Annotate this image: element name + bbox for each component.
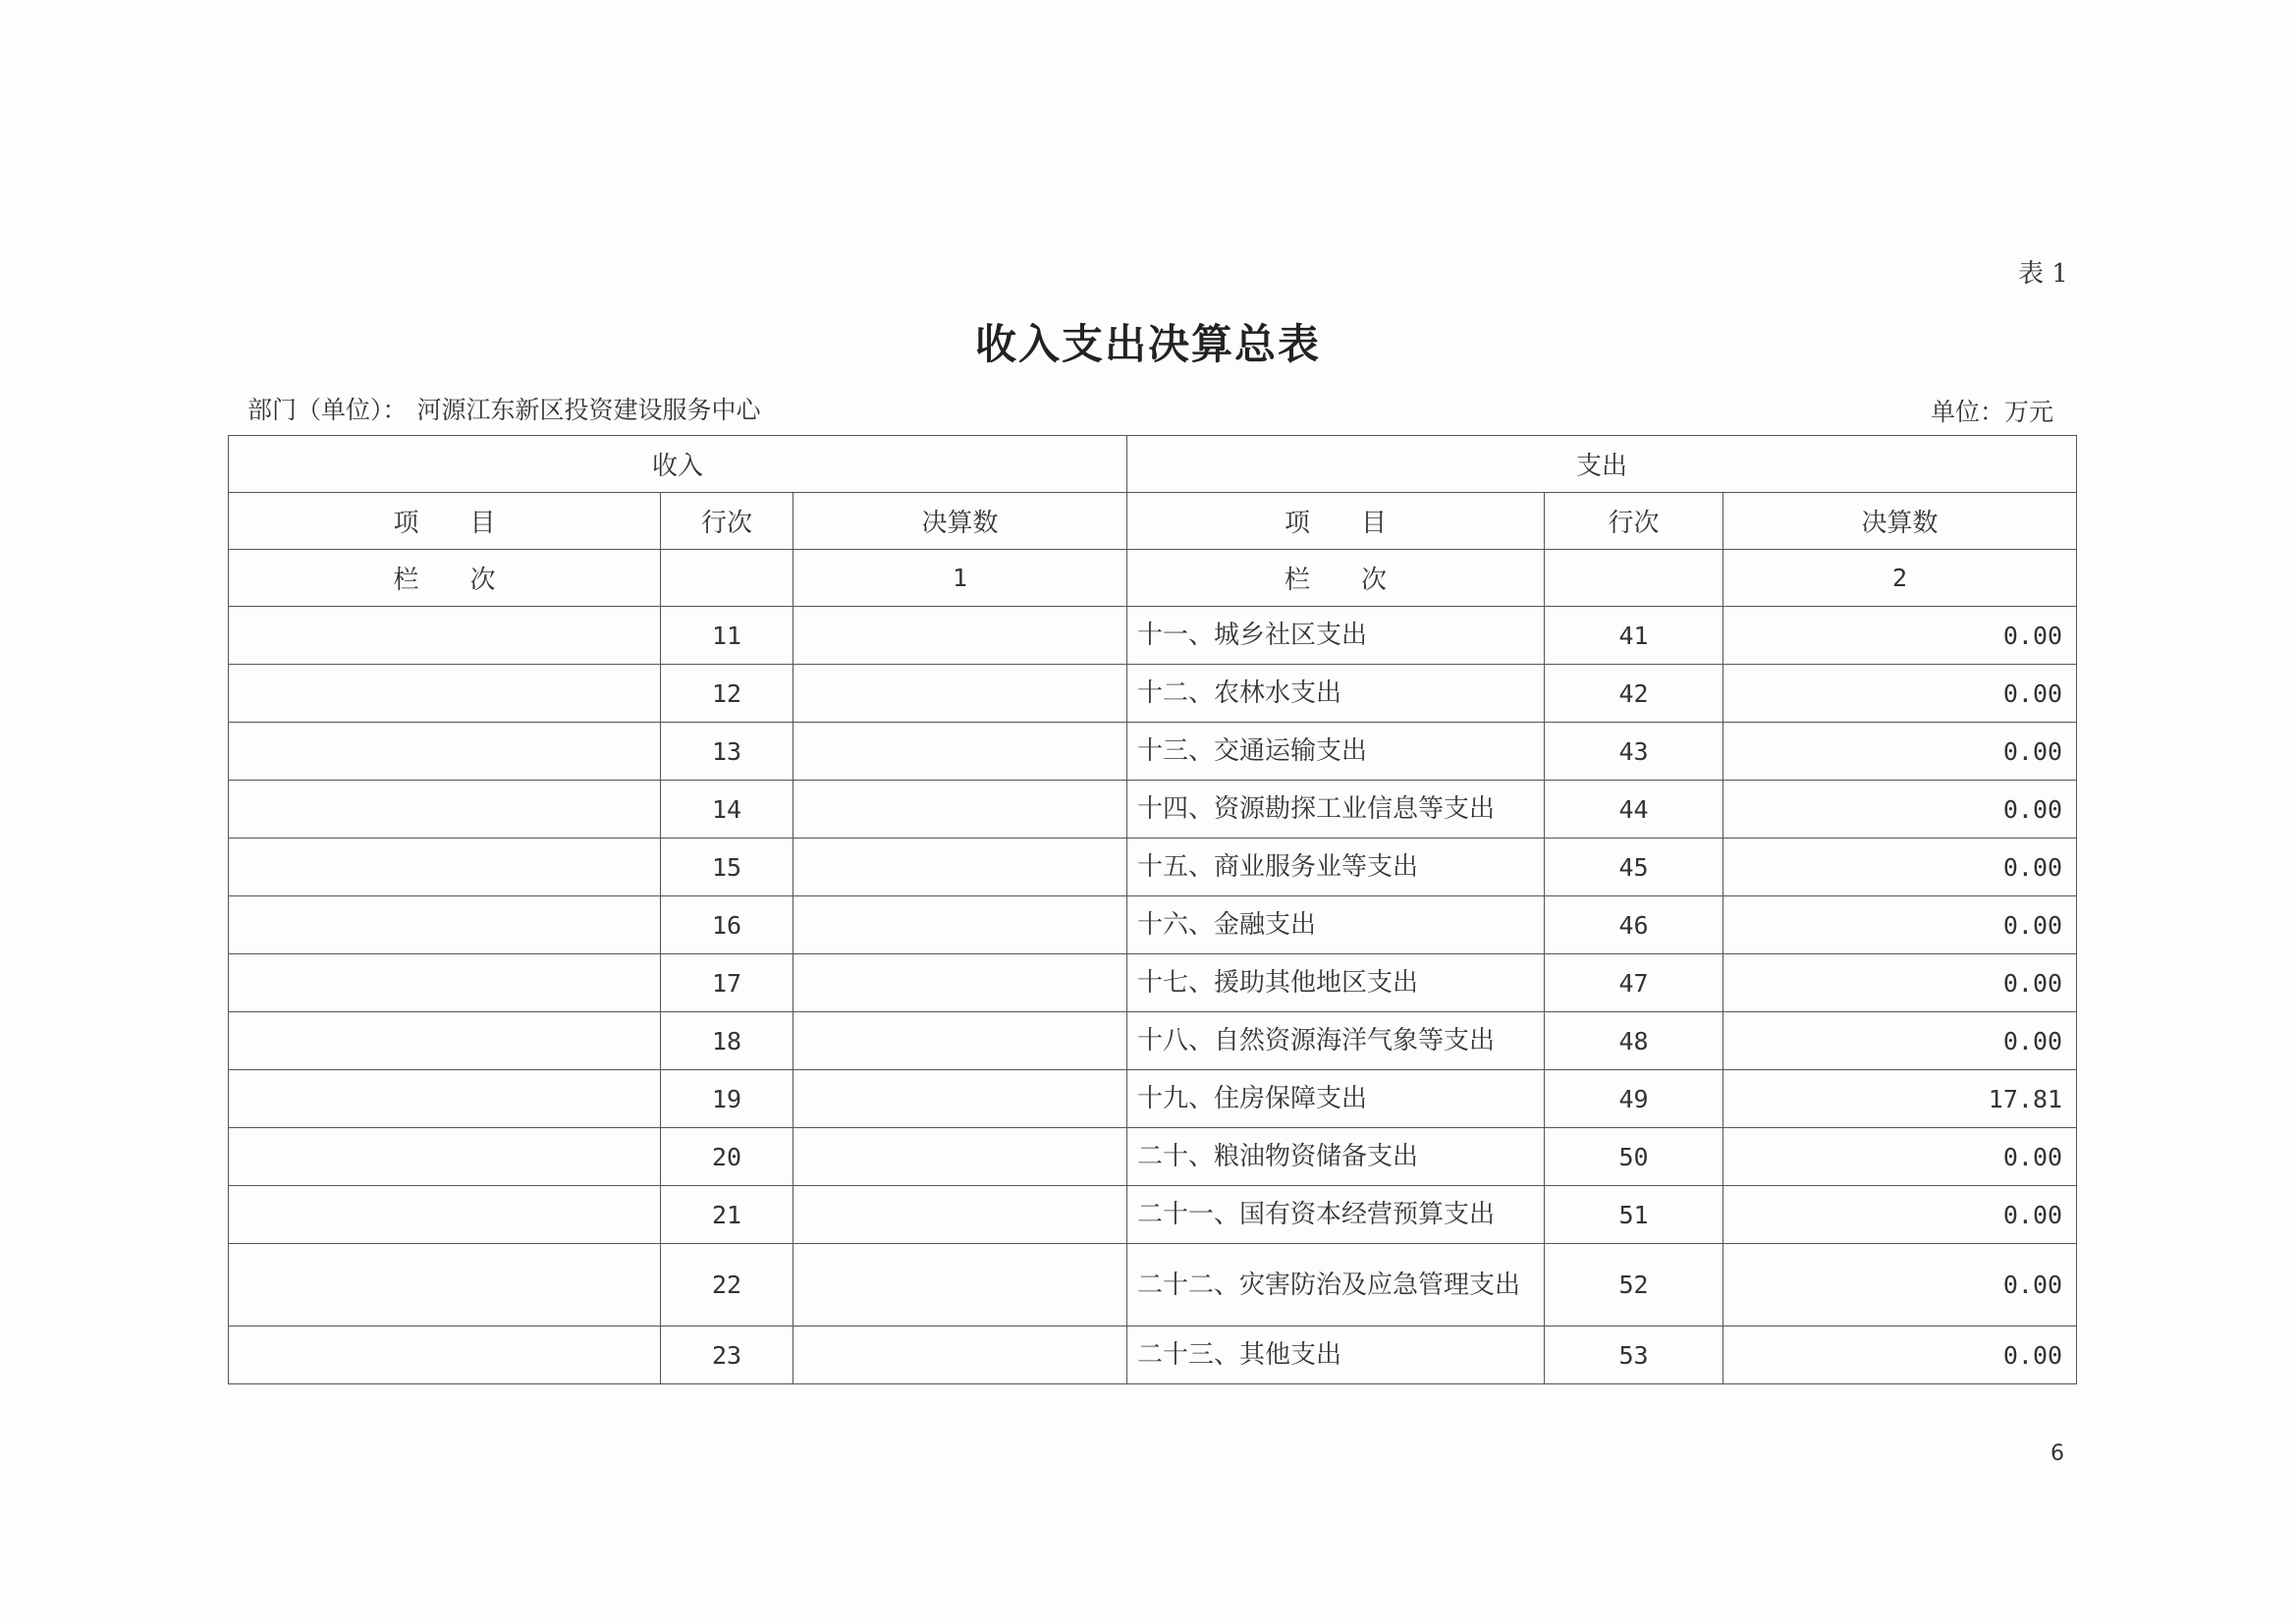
table-row [229, 723, 2077, 781]
income-amount-cell [793, 607, 1127, 665]
expense-column-label: 栏 次 [1127, 550, 1545, 607]
income-item-cell [229, 781, 661, 839]
income-line-cell: 20 [661, 1128, 793, 1186]
table-number: 表 1 [2018, 259, 2068, 289]
expense-item-cell: 十二、农林水支出 [1127, 665, 1545, 723]
income-line-cell: 12 [661, 665, 793, 723]
expense-line-cell: 47 [1545, 954, 1723, 1012]
income-column-line-empty [661, 550, 793, 607]
table-row [229, 839, 2077, 896]
income-line-cell: 17 [661, 954, 793, 1012]
income-amount-cell [793, 1326, 1127, 1384]
expense-line-cell: 43 [1545, 723, 1723, 781]
expense-item-cell: 十八、自然资源海洋气象等支出 [1127, 1012, 1545, 1070]
expense-item-cell: 二十三、其他支出 [1127, 1326, 1545, 1384]
income-line-cell: 16 [661, 896, 793, 954]
unit-label: 单位：万元 [1931, 398, 2054, 426]
expense-line-cell: 52 [1545, 1244, 1723, 1326]
page-number: 6 [2050, 1441, 2064, 1466]
expense-amount-cell: 0.00 [1723, 1326, 2077, 1384]
income-item-cell [229, 1128, 661, 1186]
income-amount-cell [793, 1186, 1127, 1244]
expense-amount-cell: 0.00 [1723, 665, 2077, 723]
expense-item-cell: 十三、交通运输支出 [1127, 723, 1545, 781]
expense-item-cell: 十六、金融支出 [1127, 896, 1545, 954]
table-row [229, 607, 2077, 665]
income-expense-table [228, 435, 2077, 1384]
section-header-row [229, 436, 2077, 493]
income-amount-cell [793, 896, 1127, 954]
income-item-cell [229, 1326, 661, 1384]
table-row [229, 954, 2077, 1012]
income-line-cell: 15 [661, 839, 793, 896]
table-row [229, 665, 2077, 723]
expense-amount-cell: 0.00 [1723, 1186, 2077, 1244]
expense-item-cell: 十九、住房保障支出 [1127, 1070, 1545, 1128]
expense-line-cell: 50 [1545, 1128, 1723, 1186]
income-amount-cell [793, 1244, 1127, 1326]
income-amount-cell [793, 781, 1127, 839]
table-row [229, 1012, 2077, 1070]
expense-line-cell: 46 [1545, 896, 1723, 954]
expense-amount-cell: 0.00 [1723, 1012, 2077, 1070]
expense-header: 支出 [1127, 436, 2077, 493]
expense-item-cell: 十五、商业服务业等支出 [1127, 839, 1545, 896]
expense-line-cell: 51 [1545, 1186, 1723, 1244]
expense-item-header: 项 目 [1127, 493, 1545, 550]
expense-amount-cell: 0.00 [1723, 781, 2077, 839]
income-line-cell: 23 [661, 1326, 793, 1384]
income-item-cell [229, 1244, 661, 1326]
income-amount-cell [793, 1128, 1127, 1186]
table-row [229, 781, 2077, 839]
income-item-cell [229, 1012, 661, 1070]
department-label: 部门（单位）： [247, 396, 408, 424]
income-line-cell: 22 [661, 1244, 793, 1326]
table-row [229, 1128, 2077, 1186]
income-column-label: 栏 次 [229, 550, 661, 607]
income-item-header: 项 目 [229, 493, 661, 550]
expense-amount-header: 决算数 [1723, 493, 2077, 550]
table-row [229, 1326, 2077, 1384]
expense-item-cell: 十四、资源勘探工业信息等支出 [1127, 781, 1545, 839]
page-title: 收入支出决算总表 [974, 320, 1321, 368]
expense-amount-cell: 0.00 [1723, 1128, 2077, 1186]
income-header: 收入 [229, 436, 1127, 493]
expense-item-cell: 二十一、国有资本经营预算支出 [1127, 1186, 1545, 1244]
expense-line-cell: 42 [1545, 665, 1723, 723]
expense-amount-cell: 17.81 [1723, 1070, 2077, 1128]
income-item-cell [229, 954, 661, 1012]
income-item-cell [229, 723, 661, 781]
expense-item-cell: 十七、援助其他地区支出 [1127, 954, 1545, 1012]
income-amount-cell [793, 1070, 1127, 1128]
income-amount-cell [793, 839, 1127, 896]
income-item-cell [229, 896, 661, 954]
expense-line-header: 行次 [1545, 493, 1723, 550]
expense-amount-cell: 0.00 [1723, 1244, 2077, 1326]
expense-amount-cell: 0.00 [1723, 839, 2077, 896]
income-item-cell [229, 839, 661, 896]
income-item-cell [229, 607, 661, 665]
income-item-cell [229, 1186, 661, 1244]
income-line-cell: 19 [661, 1070, 793, 1128]
expense-line-cell: 41 [1545, 607, 1723, 665]
expense-line-cell: 45 [1545, 839, 1723, 896]
income-amount-header: 决算数 [793, 493, 1127, 550]
income-line-cell: 18 [661, 1012, 793, 1070]
income-item-cell [229, 665, 661, 723]
income-line-header: 行次 [661, 493, 793, 550]
expense-item-cell: 二十二、灾害防治及应急管理支出 [1127, 1244, 1545, 1326]
table-row [229, 1186, 2077, 1244]
expense-amount-cell: 0.00 [1723, 954, 2077, 1012]
table-row [229, 1244, 2077, 1326]
department-line [247, 391, 761, 426]
expense-column-index: 2 [1723, 550, 2077, 607]
income-item-cell [229, 1070, 661, 1128]
expense-item-cell: 十一、城乡社区支出 [1127, 607, 1545, 665]
expense-amount-cell: 0.00 [1723, 896, 2077, 954]
expense-item-cell: 二十、粮油物资储备支出 [1127, 1128, 1545, 1186]
expense-column-line-empty [1545, 550, 1723, 607]
expense-line-cell: 49 [1545, 1070, 1723, 1128]
expense-line-cell: 53 [1545, 1326, 1723, 1384]
column-header-row [229, 493, 2077, 550]
income-line-cell: 13 [661, 723, 793, 781]
expense-line-cell: 48 [1545, 1012, 1723, 1070]
department-name: 河源江东新区投资建设服务中心 [416, 396, 761, 424]
income-amount-cell [793, 1012, 1127, 1070]
table-row [229, 896, 2077, 954]
table-row [229, 1070, 2077, 1128]
income-line-cell: 21 [661, 1186, 793, 1244]
income-amount-cell [793, 954, 1127, 1012]
income-amount-cell [793, 723, 1127, 781]
income-column-index: 1 [793, 550, 1127, 607]
income-line-cell: 14 [661, 781, 793, 839]
column-index-row [229, 550, 2077, 607]
income-amount-cell [793, 665, 1127, 723]
expense-line-cell: 44 [1545, 781, 1723, 839]
expense-amount-cell: 0.00 [1723, 607, 2077, 665]
expense-amount-cell: 0.00 [1723, 723, 2077, 781]
income-line-cell: 11 [661, 607, 793, 665]
